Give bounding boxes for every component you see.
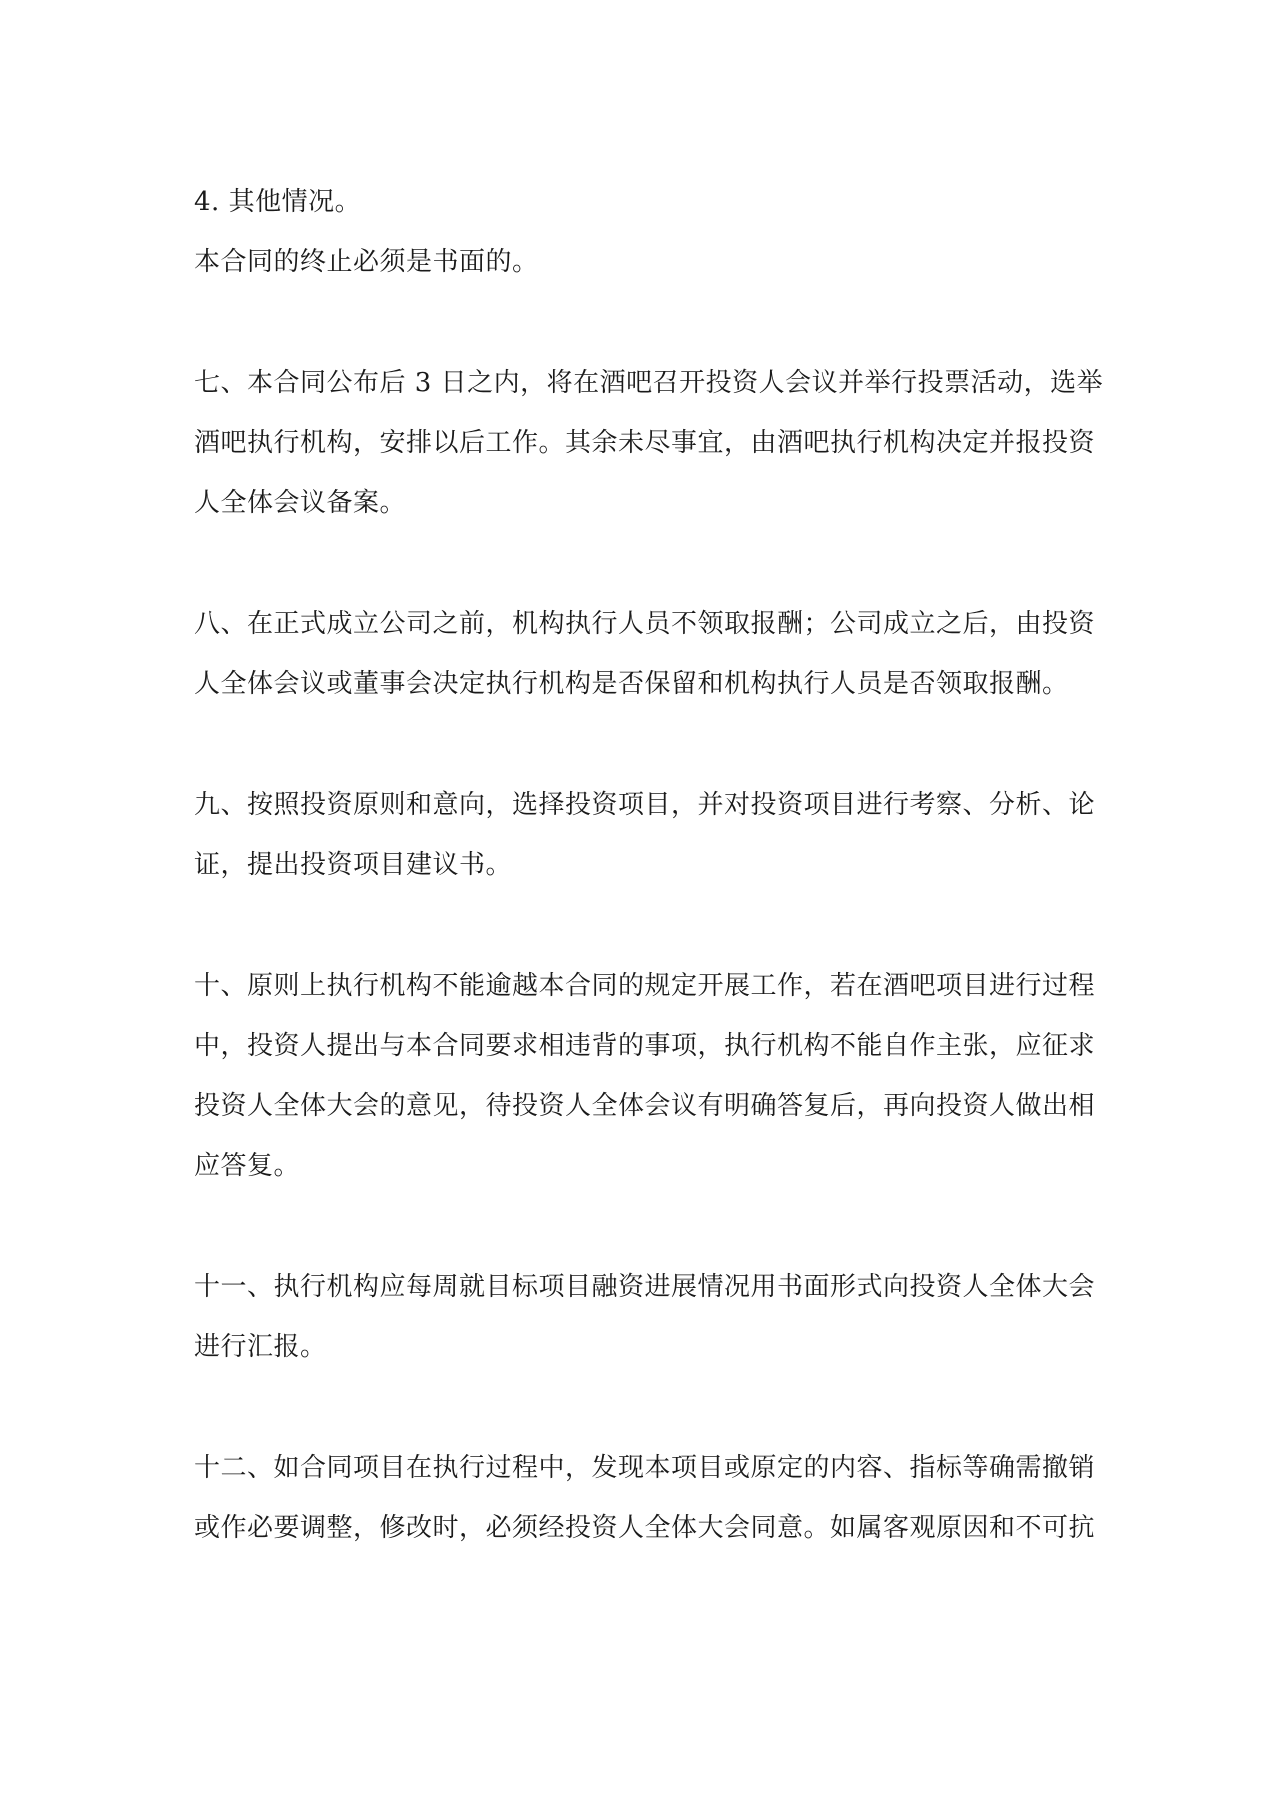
text-line: 十、原则上执行机构不能逾越本合同的规定开展工作，若在酒吧项目进行过程	[194, 971, 1096, 1001]
document-body	[194, 172, 1104, 1619]
text-line: 十一、执行机构应每周就目标项目融资进展情况用书面形式向投资人全体大会	[194, 1272, 1096, 1302]
text-line: 人全体会议或董事会决定执行机构是否保留和机构执行人员是否领取报酬。	[194, 669, 1069, 699]
text-line: 七、本合同公布后 3 日之内，将在酒吧召开投资人会议并举行投票活动，选举	[194, 368, 1104, 398]
text-line: 进行汇报。	[194, 1332, 327, 1362]
paragraph-clause-9	[194, 775, 1096, 895]
text-line: 应答复。	[194, 1151, 301, 1181]
paragraph-clause-11	[194, 1257, 1096, 1377]
text-line: 投资人全体大会的意见，待投资人全体会议有明确答复后，再向投资人做出相	[194, 1091, 1096, 1121]
text-line: 证，提出投资项目建议书。	[194, 850, 513, 880]
text-line: 中，投资人提出与本合同要求相违背的事项，执行机构不能自作主张，应征求	[194, 1031, 1096, 1061]
text-line: 或作必要调整，修改时，必须经投资人全体大会同意。如属客观原因和不可抗	[194, 1513, 1096, 1543]
paragraph-termination-written	[194, 232, 1084, 292]
text-line: 本合同的终止必须是书面的。	[194, 247, 539, 277]
text-line: 人全体会议备案。	[194, 488, 407, 518]
text-line: 九、按照投资原则和意向，选择投资项目，并对投资项目进行考察、分析、论	[194, 790, 1096, 820]
text-line: 酒吧执行机构，安排以后工作。其余未尽事宜，由酒吧执行机构决定并报投资	[194, 428, 1096, 458]
paragraph-other-situations	[194, 172, 1084, 232]
text-line: 4. 其他情况。	[194, 187, 362, 217]
text-line: 八、在正式成立公司之前，机构执行人员不领取报酬；公司成立之后，由投资	[194, 609, 1096, 639]
paragraph-clause-10	[194, 956, 1096, 1196]
paragraph-clause-8	[194, 594, 1096, 714]
paragraph-clause-12	[194, 1438, 1096, 1558]
text-line: 十二、如合同项目在执行过程中，发现本项目或原定的内容、指标等确需撤销	[194, 1453, 1096, 1483]
paragraph-clause-7	[194, 353, 1104, 533]
